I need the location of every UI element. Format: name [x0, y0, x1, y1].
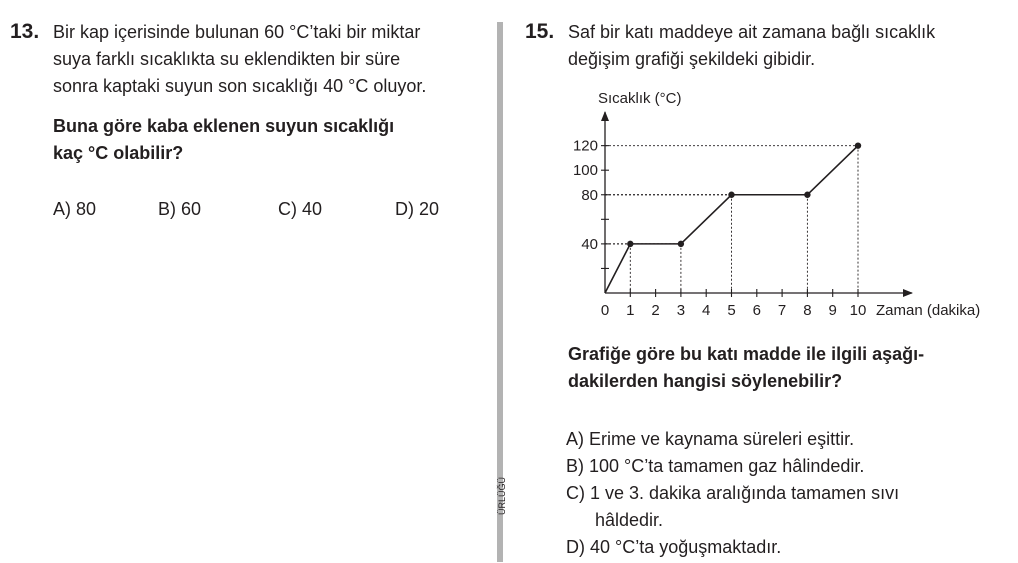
- side-footer-label: ÜRLÜĞÜ: [497, 476, 507, 515]
- q13-question-line-2: kaç °C olabilir?: [53, 143, 184, 163]
- q15-option-b[interactable]: B) 100 °C’ta tamamen gaz hâlindedir.: [566, 456, 865, 476]
- y-axis-label: Sıcaklık (°C): [598, 90, 682, 107]
- y-tick-label-100: 100: [572, 162, 598, 180]
- q15-option-c-continued: hâldedir.: [595, 510, 664, 530]
- q15-option-d[interactable]: D) 40 °C’ta yoğuşmaktadır.: [566, 537, 782, 557]
- q15-question-line-2: dakilerden hangisi söylenebilir?: [568, 371, 843, 391]
- q15-option-a[interactable]: A) Erime ve kaynama süreleri eşittir.: [566, 429, 855, 449]
- x-tick-label-8: 8: [803, 302, 812, 319]
- data-point-3: [804, 192, 810, 198]
- q13-question-line-1: Buna göre kaba eklenen suyun sıcaklığı: [53, 116, 395, 136]
- x-tick-label-9: 9: [828, 302, 837, 319]
- q13-option-a[interactable]: A) 80: [53, 199, 97, 219]
- q13-option-d[interactable]: D) 20: [395, 199, 440, 219]
- question-13-number: 13.: [10, 20, 40, 43]
- data-point-4: [855, 142, 861, 148]
- x-tick-label-7: 7: [777, 302, 787, 319]
- q13-option-b[interactable]: B) 60: [158, 199, 202, 219]
- q13-text-line-3: sonra kaptaki suyun son sıcaklığı 40 °C oluyor.: [53, 76, 427, 96]
- data-point-0: [627, 241, 633, 247]
- x-tick-label-10: 10: [849, 302, 867, 319]
- q15-text-line-2: değişim grafiği şekildeki gibidir.: [568, 49, 816, 69]
- q15-option-c[interactable]: C) 1 ve 3. dakika aralığında tamamen sıvı: [566, 483, 900, 503]
- y-tick-label-120: 120: [572, 137, 598, 155]
- y-tick-label-40: 40: [581, 235, 598, 253]
- x-tick-label-3: 3: [676, 302, 686, 319]
- x-tick-label-4: 4: [702, 302, 711, 319]
- x-tick-label-6: 6: [752, 302, 761, 319]
- data-point-2: [728, 192, 734, 198]
- q13-text-line-2: suya farklı sıcaklıkta su eklendikten bir süre: [53, 49, 401, 69]
- x-tick-label-1: 1: [626, 302, 635, 319]
- x-axis-label: Zaman (dakika): [876, 302, 981, 319]
- q13-text-line-1: Bir kap içerisinde bulunan 60 °C’taki bir miktar: [53, 22, 421, 42]
- x-tick-label-0: 0: [600, 302, 610, 319]
- q13-option-c[interactable]: C) 40: [278, 199, 323, 219]
- tick-labels: [573, 138, 866, 319]
- axis-ticks: [601, 146, 858, 297]
- chart-guide-lines: [605, 146, 858, 293]
- y-tick-label-80: 80: [581, 186, 598, 204]
- q15-text-line-1: Saf bir katı maddeye ait zamana bağlı sıcaklık: [568, 22, 936, 42]
- x-tick-label-5: 5: [727, 302, 736, 319]
- question-15-number: 15.: [525, 20, 555, 43]
- q15-question-line-1: Grafiğe göre bu katı madde ile ilgili aşağı-: [568, 344, 925, 364]
- data-point-1: [678, 241, 684, 247]
- x-tick-label-2: 2: [651, 302, 660, 319]
